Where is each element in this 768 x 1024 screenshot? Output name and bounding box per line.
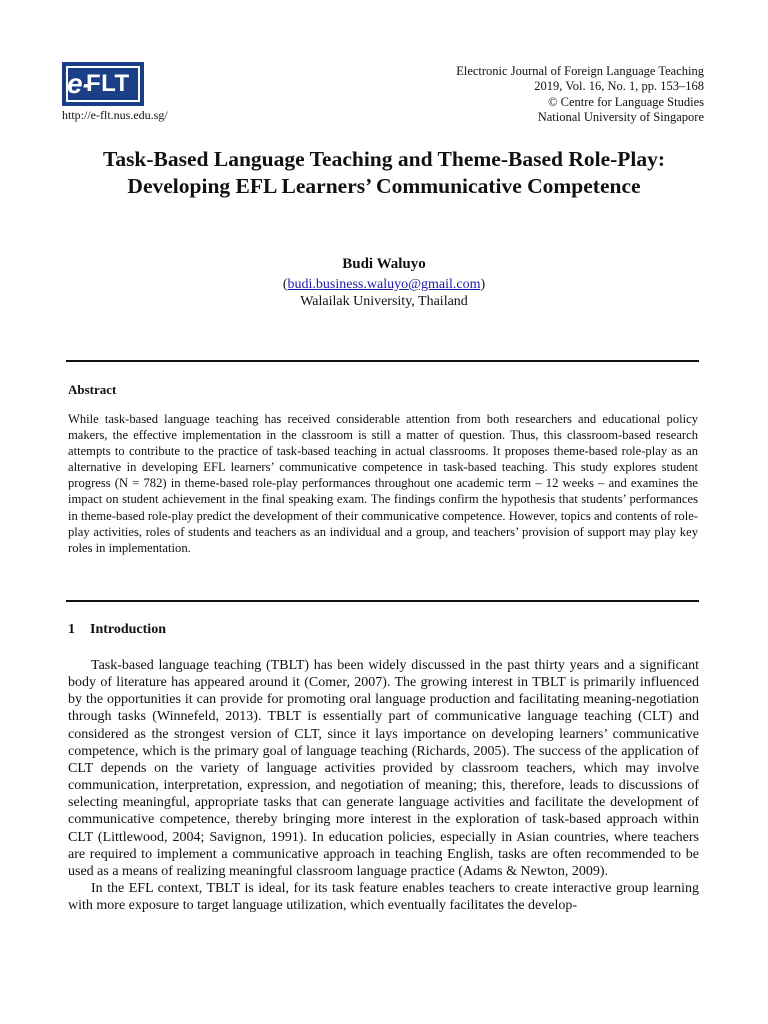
journal-url[interactable]: http://e-flt.nus.edu.sg/ bbox=[62, 108, 168, 122]
section-title: Introduction bbox=[90, 622, 166, 637]
journal-info bbox=[456, 64, 704, 126]
abstract-heading: Abstract bbox=[68, 382, 117, 397]
author-email-link[interactable]: budi.business.waluyo@gmail.com bbox=[287, 277, 481, 292]
bottom-divider bbox=[66, 600, 699, 602]
eflt-logo bbox=[62, 62, 144, 106]
author-affiliation: Walailak University, Thailand bbox=[300, 294, 468, 309]
email-open-paren: ( bbox=[282, 277, 288, 292]
top-divider bbox=[66, 360, 699, 362]
paper-title: Task-Based Language Teaching and Theme-Based Role-Play: Developing EFL Learners’ Communicative Competence bbox=[102, 147, 666, 198]
journal-publisher: © Centre for Language Studies bbox=[548, 94, 704, 109]
section-heading bbox=[68, 622, 166, 638]
logo-e-text: e- bbox=[67, 68, 92, 99]
logo-flt-text: FLT bbox=[86, 70, 130, 97]
email-close-paren: ) bbox=[480, 277, 486, 292]
journal-name: Electronic Journal of Foreign Language Teaching bbox=[456, 64, 704, 78]
body-paragraph: Task-based language teaching (TBLT) has been widely discussed in the past thirty years and a significant body of literature has appeared around it (Comer, 2007). The growing interest in TBLT is primarily influenced by the opportunities it can provide for promoting oral language production and facilitating meaning-negotiation through tasks (Winnefeld, 2013). TBLT is essentially part of communicative language teaching (CLT) and considered as the strongest version of CLT, since it lays importance on developing learners’ communicative competence, which is the primary goal of language teaching (Richards, 2005). The success of the application of CLT depends on the variety of language activities provided by classroom teachers, which may involve communication, interpretation, expression, and negotiation of meaning; this, therefore, leads to discussions of selecting meaningful, appropriate tasks that can generate language activities and facilitate the development of communicative competence, thereby bringing more interest in the exploration of task-based approach within CLT (Littlewood, 2004; Savignon, 1991). In education policies, especially in Asian countries, where teachers are required to implement a communicative approach in teaching English, tasks are often recommended to be used as a means of realizing meaningful classroom language practice (Adams & Newton, 2009). bbox=[68, 658, 699, 879]
abstract-text: While task-based language teaching has received considerable attention from both researchers and educational policy makers, the effective implementation in the classroom is still a matter of question. Thus, this classroom-based research attempts to contribute to the practice of task-based teaching in actual classrooms. It proposes theme-based role-play as an alternative in developing EFL learners’ communicative competence in task-based teaching. This study explores student progress (N = 782) in theme-based role-play performances throughout one academic term – 12 weeks – and examines the impact on student achievement in the final speaking exam. The findings confirm the hypothesis that students’ performances in theme-based role-play predict the development of their communicative competence. However, topics and contents of role-play activities, roles of students and teachers as an individual and a group, and teachers’ provision of support may play key roles in implementation. bbox=[68, 412, 698, 555]
body-paragraph: In the EFL context, TBLT is ideal, for its task feature enables teachers to create interactive group learning with more exposure to target language utilization, which eventually facilitates the develop- bbox=[68, 881, 699, 914]
author-name: Budi Waluyo bbox=[342, 256, 426, 272]
author-email-line bbox=[0, 277, 768, 293]
journal-issue: 2019, Vol. 16, No. 1, pp. 153–168 bbox=[534, 79, 704, 94]
journal-institution: National University of Singapore bbox=[537, 110, 704, 125]
section-body bbox=[68, 657, 699, 914]
section-number: 1 bbox=[68, 622, 75, 637]
